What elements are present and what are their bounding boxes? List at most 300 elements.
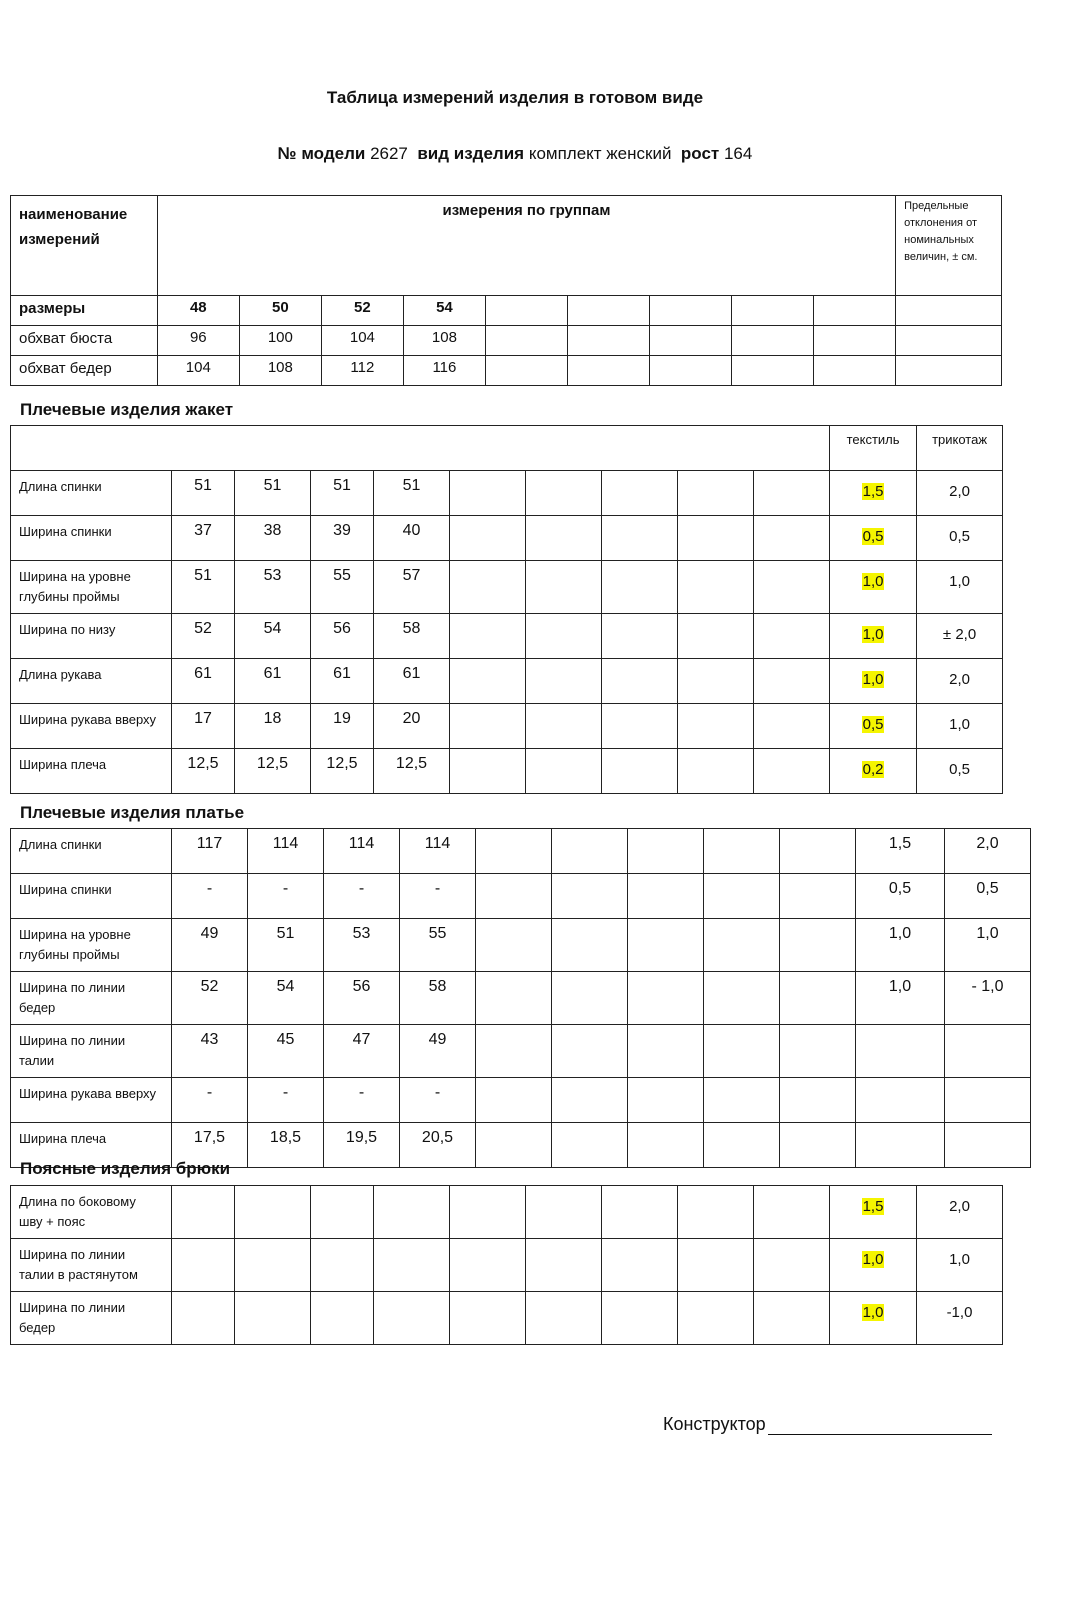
empty-cell xyxy=(450,749,526,794)
empty-cell xyxy=(704,1123,780,1168)
empty-cell xyxy=(649,356,731,386)
row-label: Ширина спинки xyxy=(11,516,172,561)
empty-cell xyxy=(450,1186,526,1239)
empty-cell xyxy=(780,1123,856,1168)
table-row xyxy=(11,1025,1031,1078)
textile-tolerance: 1,0 xyxy=(856,919,945,972)
empty-cell xyxy=(552,919,628,972)
textile-tolerance xyxy=(856,1025,945,1078)
knit-tolerance xyxy=(945,1123,1031,1168)
empty-cell xyxy=(896,326,1002,356)
measure-cell: 58 xyxy=(374,614,450,659)
empty-cell xyxy=(704,972,780,1025)
model-label: № модели xyxy=(277,144,366,163)
empty-cell xyxy=(526,1292,602,1345)
measure-cell: 52 xyxy=(172,972,248,1025)
knit-tolerance xyxy=(917,704,1003,749)
knit-tolerance-value: 0,5 xyxy=(949,528,970,545)
empty-cell xyxy=(780,972,856,1025)
groups-header: измерения по группам xyxy=(157,196,895,296)
textile-tolerance: 1,0 xyxy=(856,972,945,1025)
measure-cell: 112 xyxy=(321,356,403,386)
empty-cell xyxy=(754,1292,830,1345)
empty-cell xyxy=(678,1292,754,1345)
jacket-table xyxy=(10,425,1003,794)
measure-cell: 51 xyxy=(374,471,450,516)
textile-tolerance-value: 1,0 xyxy=(862,671,884,688)
empty-cell xyxy=(678,561,754,614)
textile-tolerance-value: 0,5 xyxy=(862,528,884,545)
measure-cell: 57 xyxy=(374,561,450,614)
signature-label: Конструктор xyxy=(663,1414,766,1434)
empty-cell xyxy=(450,704,526,749)
empty-cell xyxy=(172,1292,235,1345)
empty-cell xyxy=(814,296,896,326)
knit-tolerance xyxy=(917,614,1003,659)
empty-cell xyxy=(602,516,678,561)
empty-cell xyxy=(552,874,628,919)
empty-cell xyxy=(814,356,896,386)
height-label: рост xyxy=(680,144,720,163)
measure-cell: 51 xyxy=(172,471,235,516)
empty-cell xyxy=(754,614,830,659)
empty-cell xyxy=(649,326,731,356)
table-row xyxy=(11,749,1003,794)
measure-cell: 17 xyxy=(172,704,235,749)
row-label: Ширина плеча xyxy=(11,749,172,794)
empty-cell xyxy=(526,1186,602,1239)
knit-tolerance-value: 1,0 xyxy=(949,1251,970,1268)
empty-cell xyxy=(602,561,678,614)
model-value: 2627 xyxy=(370,144,408,163)
empty-cell xyxy=(172,1186,235,1239)
empty-cell xyxy=(628,972,704,1025)
measure-cell: 53 xyxy=(235,561,311,614)
measure-cell: 45 xyxy=(248,1025,324,1078)
empty-cell xyxy=(780,1025,856,1078)
empty-cell xyxy=(678,614,754,659)
table-row xyxy=(11,659,1003,704)
table-row xyxy=(11,516,1003,561)
empty-cell xyxy=(628,1025,704,1078)
empty-cell xyxy=(476,1123,552,1168)
measure-cell: 104 xyxy=(157,356,239,386)
measure-cell: 20 xyxy=(374,704,450,749)
measure-cell: 17,5 xyxy=(172,1123,248,1168)
empty-cell xyxy=(526,659,602,704)
empty-cell xyxy=(602,614,678,659)
jacket-header-blank xyxy=(11,426,830,471)
empty-cell xyxy=(526,561,602,614)
knit-tolerance-value: 2,0 xyxy=(949,671,970,688)
empty-cell xyxy=(485,326,567,356)
trousers-section-title: Поясные изделия брюки xyxy=(20,1159,231,1178)
knit-tolerance xyxy=(917,561,1003,614)
textile-tolerance-value: 0,5 xyxy=(862,716,884,733)
empty-cell xyxy=(649,296,731,326)
textile-tolerance-value: 1,0 xyxy=(862,1251,884,1268)
row-label: Ширина плеча xyxy=(11,1123,172,1168)
knit-tolerance xyxy=(917,659,1003,704)
empty-cell xyxy=(628,1078,704,1123)
measure-cell: 47 xyxy=(324,1025,400,1078)
row-label: Ширина по низу xyxy=(11,614,172,659)
empty-cell xyxy=(628,919,704,972)
table-row xyxy=(11,1186,1003,1239)
empty-cell xyxy=(526,1239,602,1292)
table-row xyxy=(11,561,1003,614)
empty-cell xyxy=(526,516,602,561)
table-row xyxy=(11,829,1031,874)
empty-cell xyxy=(754,1186,830,1239)
measure-cell: 20,5 xyxy=(400,1123,476,1168)
measure-cell: 12,5 xyxy=(172,749,235,794)
knit-tolerance-value: ± 2,0 xyxy=(942,626,977,643)
measure-cell: 19,5 xyxy=(324,1123,400,1168)
measure-cell: 61 xyxy=(311,659,374,704)
knit-tolerance xyxy=(917,1292,1003,1345)
empty-cell xyxy=(754,471,830,516)
textile-tolerance: 0,5 xyxy=(856,874,945,919)
empty-cell xyxy=(235,1239,311,1292)
row-label: Ширина по линии бедер xyxy=(11,972,172,1025)
empty-cell xyxy=(476,919,552,972)
signature xyxy=(663,1414,992,1435)
measure-cell: 12,5 xyxy=(374,749,450,794)
measure-cell: 54 xyxy=(235,614,311,659)
empty-cell xyxy=(552,1025,628,1078)
table-row xyxy=(11,1239,1003,1292)
measure-cell: 37 xyxy=(172,516,235,561)
measure-cell: 114 xyxy=(248,829,324,874)
textile-tolerance xyxy=(830,704,917,749)
knit-tolerance: 1,0 xyxy=(945,919,1031,972)
row-label: Ширина рукава вверху xyxy=(11,704,172,749)
trousers-table xyxy=(10,1185,1003,1345)
empty-cell xyxy=(704,874,780,919)
empty-cell xyxy=(450,659,526,704)
empty-cell xyxy=(678,471,754,516)
measure-cell: 48 xyxy=(157,296,239,326)
textile-tolerance xyxy=(830,561,917,614)
row-label: Длина спинки xyxy=(11,829,172,874)
empty-cell xyxy=(450,1292,526,1345)
empty-cell xyxy=(450,614,526,659)
knit-tolerance: 2,0 xyxy=(945,829,1031,874)
measure-cell: 117 xyxy=(172,829,248,874)
textile-tolerance-value: 1,0 xyxy=(862,573,884,590)
measure-cell: 58 xyxy=(400,972,476,1025)
empty-cell xyxy=(732,326,814,356)
empty-cell xyxy=(780,874,856,919)
measure-cell: 53 xyxy=(324,919,400,972)
measure-cell: 56 xyxy=(311,614,374,659)
empty-cell xyxy=(814,326,896,356)
empty-cell xyxy=(754,1239,830,1292)
measure-cell: 49 xyxy=(172,919,248,972)
measure-cell: 55 xyxy=(311,561,374,614)
table-row xyxy=(11,296,1002,326)
textile-tolerance xyxy=(830,1186,917,1239)
row-label: Длина рукава xyxy=(11,659,172,704)
knit-tolerance-value: 2,0 xyxy=(949,483,970,500)
textile-tolerance xyxy=(830,659,917,704)
measure-cell: 100 xyxy=(239,326,321,356)
empty-cell xyxy=(450,1239,526,1292)
table-row xyxy=(11,704,1003,749)
table-row xyxy=(11,1078,1031,1123)
tolerance-header: Предельные отклонения от номинальных величин, ± см. xyxy=(896,196,1002,296)
empty-cell xyxy=(678,659,754,704)
empty-cell xyxy=(704,829,780,874)
row-label: Ширина спинки xyxy=(11,874,172,919)
textile-tolerance-value: 1,0 xyxy=(862,626,884,643)
textile-tolerance xyxy=(830,749,917,794)
measure-cell: 18,5 xyxy=(248,1123,324,1168)
empty-cell xyxy=(476,874,552,919)
empty-cell xyxy=(628,874,704,919)
empty-cell xyxy=(678,516,754,561)
empty-cell xyxy=(602,1239,678,1292)
row-label: Ширина на уровне глубины проймы xyxy=(11,919,172,972)
name-header: наименование измерений xyxy=(11,196,158,296)
empty-cell xyxy=(896,356,1002,386)
empty-cell xyxy=(704,1025,780,1078)
textile-tolerance xyxy=(830,1239,917,1292)
empty-cell xyxy=(374,1292,450,1345)
empty-cell xyxy=(311,1239,374,1292)
empty-cell xyxy=(678,704,754,749)
knit-tolerance xyxy=(917,471,1003,516)
knit-tolerance: 0,5 xyxy=(945,874,1031,919)
dress-table xyxy=(10,828,1031,1168)
textile-tolerance xyxy=(830,1292,917,1345)
empty-cell xyxy=(780,919,856,972)
empty-cell xyxy=(780,1078,856,1123)
empty-cell xyxy=(526,704,602,749)
measure-cell: - xyxy=(248,1078,324,1123)
type-value: комплект женский xyxy=(528,144,672,163)
textile-tolerance-value: 1,0 xyxy=(862,1304,884,1321)
empty-cell xyxy=(732,356,814,386)
empty-cell xyxy=(450,516,526,561)
row-label: Ширина на уровне глубины проймы xyxy=(11,561,172,614)
empty-cell xyxy=(567,296,649,326)
measure-cell: 54 xyxy=(403,296,485,326)
empty-cell xyxy=(552,1123,628,1168)
table-row xyxy=(11,919,1031,972)
row-label: обхват бюста xyxy=(11,326,158,356)
measure-cell: 55 xyxy=(400,919,476,972)
measure-cell: 43 xyxy=(172,1025,248,1078)
height-value: 164 xyxy=(723,144,753,163)
textile-tolerance-value: 1,5 xyxy=(862,483,884,500)
empty-cell xyxy=(602,659,678,704)
knit-tolerance-value: 2,0 xyxy=(949,1198,970,1215)
measure-cell: 61 xyxy=(374,659,450,704)
textile-tolerance xyxy=(856,1078,945,1123)
measure-cell: 56 xyxy=(324,972,400,1025)
measure-cell: 116 xyxy=(403,356,485,386)
empty-cell xyxy=(476,972,552,1025)
measure-cell: 18 xyxy=(235,704,311,749)
measure-cell: 104 xyxy=(321,326,403,356)
empty-cell xyxy=(678,1239,754,1292)
knit-tolerance: - 1,0 xyxy=(945,972,1031,1025)
knit-tolerance-value: 1,0 xyxy=(949,716,970,733)
measure-cell: 39 xyxy=(311,516,374,561)
measure-cell: 52 xyxy=(172,614,235,659)
table-row xyxy=(11,614,1003,659)
col-textile: текстиль xyxy=(830,426,917,471)
main-table xyxy=(10,195,1002,386)
empty-cell xyxy=(678,1186,754,1239)
empty-cell xyxy=(311,1186,374,1239)
measure-cell: 51 xyxy=(248,919,324,972)
empty-cell xyxy=(602,1186,678,1239)
table-row xyxy=(11,356,1002,386)
measure-cell: - xyxy=(248,874,324,919)
measure-cell: 96 xyxy=(157,326,239,356)
model-line xyxy=(0,144,1030,164)
empty-cell xyxy=(450,561,526,614)
empty-cell xyxy=(552,972,628,1025)
textile-tolerance-value: 0,2 xyxy=(862,761,884,778)
empty-cell xyxy=(476,829,552,874)
knit-tolerance xyxy=(945,1025,1031,1078)
empty-cell xyxy=(754,561,830,614)
row-label: Длина по боковому шву + пояс xyxy=(11,1186,172,1239)
empty-cell xyxy=(704,919,780,972)
empty-cell xyxy=(628,1123,704,1168)
measure-cell: 40 xyxy=(374,516,450,561)
measure-cell: 12,5 xyxy=(235,749,311,794)
empty-cell xyxy=(678,749,754,794)
empty-cell xyxy=(602,749,678,794)
measure-cell: - xyxy=(324,874,400,919)
measure-cell: 108 xyxy=(239,356,321,386)
empty-cell xyxy=(172,1239,235,1292)
measure-cell: - xyxy=(172,874,248,919)
measure-cell: 61 xyxy=(235,659,311,704)
empty-cell xyxy=(235,1292,311,1345)
empty-cell xyxy=(476,1025,552,1078)
empty-cell xyxy=(780,829,856,874)
knit-tolerance xyxy=(917,516,1003,561)
empty-cell xyxy=(552,1078,628,1123)
measure-cell: 50 xyxy=(239,296,321,326)
measure-cell: 114 xyxy=(400,829,476,874)
measure-cell: 19 xyxy=(311,704,374,749)
textile-tolerance xyxy=(830,614,917,659)
empty-cell xyxy=(567,326,649,356)
page-title: Таблица измерений изделия в готовом виде xyxy=(326,88,704,107)
textile-tolerance xyxy=(830,516,917,561)
knit-tolerance xyxy=(917,1186,1003,1239)
measure-cell: 51 xyxy=(311,471,374,516)
measure-cell: - xyxy=(400,1078,476,1123)
empty-cell xyxy=(450,471,526,516)
empty-cell xyxy=(754,704,830,749)
textile-tolerance-value: 1,5 xyxy=(862,1198,884,1215)
row-label: Длина спинки xyxy=(11,471,172,516)
table-row xyxy=(11,326,1002,356)
row-label: Ширина рукава вверху xyxy=(11,1078,172,1123)
knit-tolerance-value: 0,5 xyxy=(949,761,970,778)
empty-cell xyxy=(374,1186,450,1239)
table-row xyxy=(11,1292,1003,1345)
measure-cell: 61 xyxy=(172,659,235,704)
measure-cell: - xyxy=(172,1078,248,1123)
row-label: размеры xyxy=(11,296,158,326)
row-label: Ширина по линии бедер xyxy=(11,1292,172,1345)
empty-cell xyxy=(526,471,602,516)
knit-tolerance-value: 1,0 xyxy=(949,573,970,590)
empty-cell xyxy=(374,1239,450,1292)
knit-tolerance-value: -1,0 xyxy=(946,1304,973,1321)
col-knit: трикотаж xyxy=(917,426,1003,471)
empty-cell xyxy=(567,356,649,386)
dress-section-title: Плечевые изделия платье xyxy=(20,803,245,822)
type-label: вид изделия xyxy=(417,144,525,163)
knit-tolerance xyxy=(945,1078,1031,1123)
empty-cell xyxy=(602,704,678,749)
row-label: Ширина по линии талии в растянутом xyxy=(11,1239,172,1292)
textile-tolerance xyxy=(830,471,917,516)
empty-cell xyxy=(704,1078,780,1123)
measure-cell: 114 xyxy=(324,829,400,874)
measure-cell: - xyxy=(400,874,476,919)
empty-cell xyxy=(311,1292,374,1345)
knit-tolerance xyxy=(917,1239,1003,1292)
measure-cell: 54 xyxy=(248,972,324,1025)
empty-cell xyxy=(526,749,602,794)
empty-cell xyxy=(754,749,830,794)
empty-cell xyxy=(602,471,678,516)
knit-tolerance xyxy=(917,749,1003,794)
empty-cell xyxy=(485,296,567,326)
measure-cell: 51 xyxy=(235,471,311,516)
empty-cell xyxy=(476,1078,552,1123)
table-row xyxy=(11,972,1031,1025)
empty-cell xyxy=(628,829,704,874)
empty-cell xyxy=(754,659,830,704)
signature-line xyxy=(768,1416,992,1435)
textile-tolerance xyxy=(856,1123,945,1168)
measure-cell: 108 xyxy=(403,326,485,356)
row-label: обхват бедер xyxy=(11,356,158,386)
empty-cell xyxy=(526,614,602,659)
measure-cell: 38 xyxy=(235,516,311,561)
measure-cell: 51 xyxy=(172,561,235,614)
measure-cell: - xyxy=(324,1078,400,1123)
empty-cell xyxy=(485,356,567,386)
empty-cell xyxy=(235,1186,311,1239)
empty-cell xyxy=(602,1292,678,1345)
textile-tolerance: 1,5 xyxy=(856,829,945,874)
table-row xyxy=(11,874,1031,919)
table-row xyxy=(11,471,1003,516)
empty-cell xyxy=(896,296,1002,326)
empty-cell xyxy=(754,516,830,561)
measure-cell: 49 xyxy=(400,1025,476,1078)
jacket-section-title: Плечевые изделия жакет xyxy=(20,400,234,419)
measure-cell: 12,5 xyxy=(311,749,374,794)
empty-cell xyxy=(732,296,814,326)
measure-cell: 52 xyxy=(321,296,403,326)
row-label: Ширина по линии талии xyxy=(11,1025,172,1078)
empty-cell xyxy=(552,829,628,874)
